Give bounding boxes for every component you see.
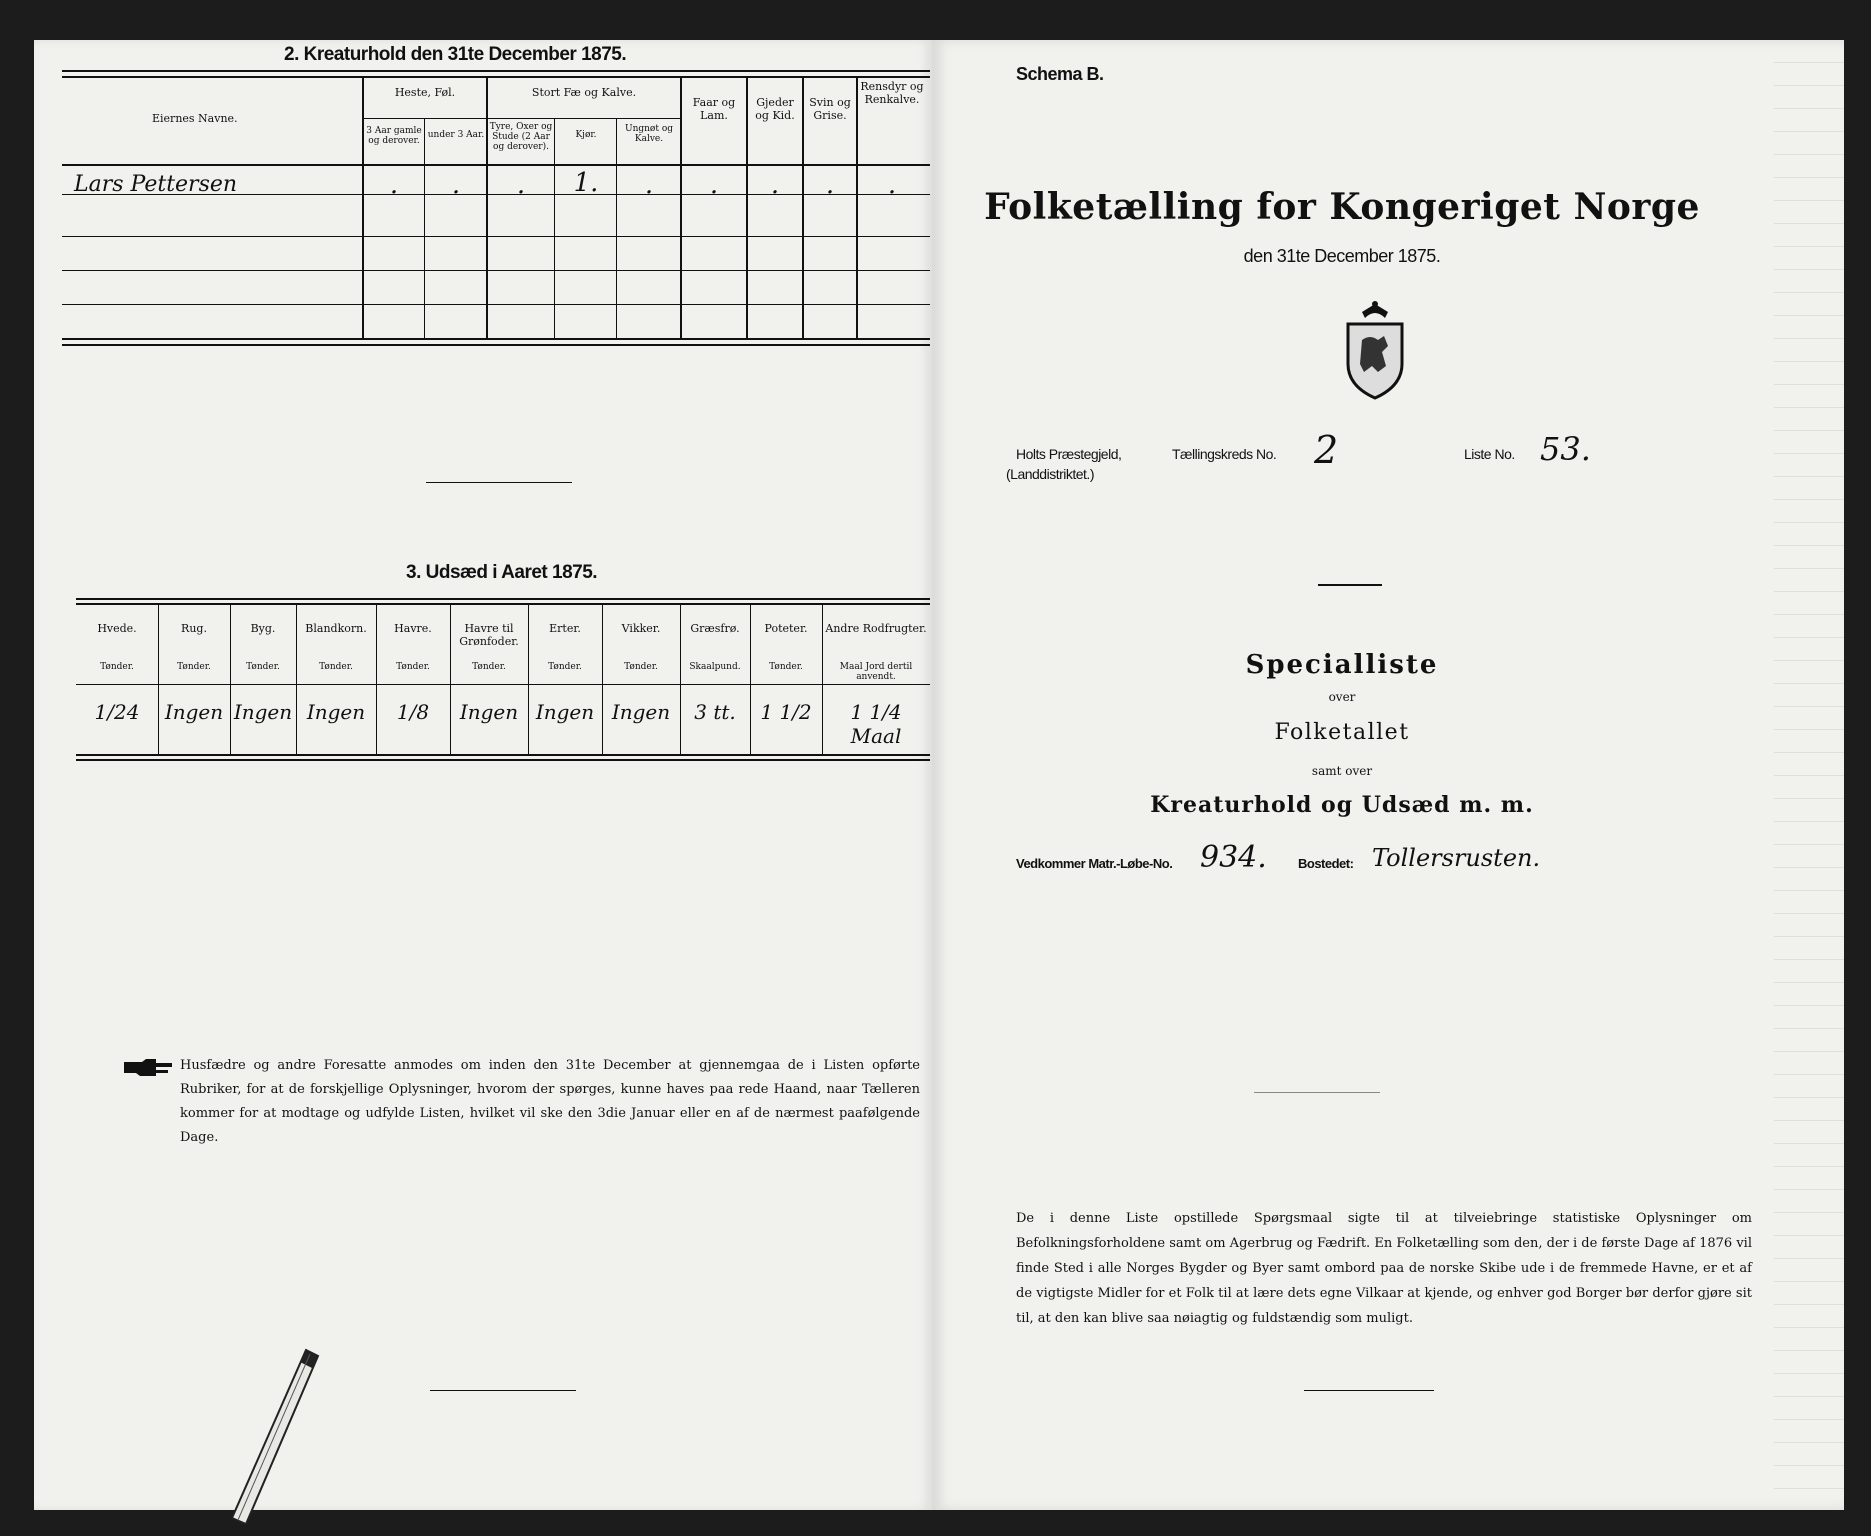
crop-unit: Tønder. [624, 662, 658, 672]
header-heste: Heste, Føl. [394, 86, 456, 99]
rule [62, 70, 930, 72]
owner-name: Lars Pettersen [74, 172, 238, 197]
crop-header: Græsfrø. [690, 622, 740, 635]
header-heste-sub2: under 3 Aar. [427, 130, 485, 140]
col-rule [486, 76, 488, 340]
header-stortfae-sub2: Kjør. [575, 130, 597, 140]
col-rule [856, 76, 858, 340]
matr-value: 934. [1200, 840, 1267, 875]
header-heste-sub1: 3 Aar gamle og derover. [366, 126, 422, 146]
crop-header: Poteter. [764, 622, 808, 635]
pointing-hand-icon [122, 1058, 174, 1078]
notice-text: Husfædre og andre Foresatte anmodes om inden den 31te December at gjennemgaa de i Listen opførte Rubriker, for at de forskjellige Oplysninger, hvorom der spørges, kunne haves paa rede Haand, naar Tælleren kommer for at modtage og udfylde Listen, hvilket vil ske den 3die Januar eller en af de nærmest paafølgende Dage. [180, 1058, 920, 1145]
col-rule [616, 118, 617, 340]
crop-header: Andre Rodfrugter. [825, 622, 927, 635]
crop-header: Byg. [250, 622, 276, 635]
census-date: den 31te December 1875. [1243, 246, 1441, 266]
header-gjeder: Gjeder og Kid. [755, 96, 795, 122]
pencil-icon [222, 1348, 362, 1528]
cell-ungnot: . [644, 170, 654, 200]
rule [62, 338, 930, 340]
cell-heste2: . [451, 170, 461, 200]
crop-value: 1 1/2 [760, 700, 812, 724]
rule [362, 118, 680, 119]
rule [62, 76, 930, 78]
crop-value: 1/8 [396, 700, 430, 724]
cell-faar: . [709, 170, 719, 200]
section3-title: 3. Udsæd i Aaret 1875. [406, 562, 598, 583]
crop-unit: Skaalpund. [689, 662, 741, 672]
crop-value: Ingen [535, 700, 595, 724]
liste-value: 53. [1540, 430, 1591, 468]
crop-unit: Tønder. [769, 662, 803, 672]
crop-value: Ingen [233, 700, 293, 724]
crop-value: 1/24 [94, 700, 140, 724]
header-faar: Faar og Lam. [692, 96, 736, 122]
col-rule [362, 76, 364, 340]
prestegjeld-label: Holts Præstegjeld, [1016, 446, 1122, 462]
rule [62, 304, 930, 305]
crop-value: Ingen [459, 700, 519, 724]
crop-value: Ingen [164, 700, 224, 724]
header-owner: Eiernes Navne. [152, 112, 238, 125]
bosted-label: Bostedet: [1298, 856, 1354, 871]
crop-unit: Tønder. [100, 662, 134, 672]
cell-gjeder: . [770, 170, 780, 200]
rule [62, 236, 930, 237]
liste-label: Liste No. [1464, 446, 1515, 462]
rule [76, 684, 930, 685]
rule [76, 603, 930, 605]
right-page [932, 40, 1844, 1510]
col-rule [554, 118, 555, 340]
divider [430, 1390, 576, 1391]
crop-unit: Tønder. [396, 662, 430, 672]
crop-unit: Tønder. [177, 662, 211, 672]
crop-header: Vikker. [621, 622, 661, 635]
kreds-label: Tællingskreds No. [1172, 446, 1277, 462]
crop-header: Havre. [394, 622, 432, 635]
crop-header: Erter. [549, 622, 581, 635]
cell-rens: . [887, 170, 897, 200]
landdistrikt-label: (Landdistriktet.) [1006, 466, 1094, 482]
crop-value: Ingen [611, 700, 671, 724]
crop-header: Hvede. [97, 622, 137, 635]
page-edge [1774, 40, 1844, 1510]
crop-unit: Tønder. [319, 662, 353, 672]
col-rule [424, 118, 425, 340]
over-text: over [1328, 690, 1356, 704]
cell-stort1: . [516, 170, 526, 200]
crop-unit: Tønder. [548, 662, 582, 672]
header-stortfae-sub3: Ungnøt og Kalve. [624, 124, 673, 144]
crop-header: Blandkorn. [305, 622, 367, 635]
divider [1304, 1390, 1434, 1391]
divider [1254, 1092, 1380, 1093]
header-rensdyr: Rensdyr og Renkalve. [860, 80, 924, 106]
cell-svin: . [825, 170, 835, 200]
divider [426, 482, 572, 483]
crop-header: Havre til Grønfoder. [459, 622, 519, 648]
left-page [34, 40, 932, 1510]
folketallet-text: Folketallet [1274, 720, 1410, 745]
rule [76, 754, 930, 756]
cell-heste1: . [389, 170, 399, 200]
rule [62, 270, 930, 271]
bosted-value: Tollersrusten. [1372, 844, 1541, 872]
crop-unit: Maal Jord dertil anvendt. [839, 662, 913, 682]
section2-title: 2. Kreaturhold den 31te December 1875. [284, 44, 627, 65]
crop-value: 3 tt. [694, 700, 736, 724]
divider [1318, 584, 1382, 586]
coat-of-arms-icon [1340, 300, 1410, 400]
schema-label: Schema B. [1016, 64, 1104, 84]
crop-header: Rug. [181, 622, 207, 635]
kreaturhold-text: Kreaturhold og Udsæd m. m. [1150, 792, 1534, 818]
crop-value: 1 1/4 Maal [850, 700, 902, 748]
cell-kjor: 1. [573, 168, 599, 198]
rule [62, 344, 930, 346]
specialliste-title: Specialliste [1245, 650, 1439, 680]
rule [76, 759, 930, 761]
header-stortfae-sub1: Tyre, Oxer og Stude (2 Aar og derover). [489, 122, 553, 152]
crop-value: Ingen [306, 700, 366, 724]
crop-unit: Tønder. [472, 662, 506, 672]
header-stortfae: Stort Fæ og Kalve. [531, 86, 637, 99]
rule [62, 164, 930, 166]
header-svin: Svin og Grise. [809, 96, 851, 122]
matr-label: Vedkommer Matr.-Løbe-No. [1016, 856, 1173, 871]
crop-unit: Tønder. [246, 662, 280, 672]
census-title: Folketælling for Kongeriget Norge [984, 186, 1700, 228]
rule [76, 598, 930, 600]
kreds-value: 2 [1314, 428, 1339, 472]
intro-paragraph: De i denne Liste opstillede Spørgsmaal sigte til at tilveiebringe statistiske Oplysninger om Befolkningsforholdene samt om Agerbrug og Fædrift. En Folketælling som den, der i de første Dage af 1876 vil finde Sted i alle Norges Bygder og Byer samt ombord paa de norske Skibe ude i de fremmede Havne, er et af de vigtigste Midler for et Folk til at lære dets egne Vilkaar at kjende, og enhver god Borger bør derfor gjøre sit til, at den kan blive saa nøiagtig og fuldstændig som muligt. [1016, 1211, 1752, 1326]
samt-over-text: samt over [1311, 764, 1373, 778]
